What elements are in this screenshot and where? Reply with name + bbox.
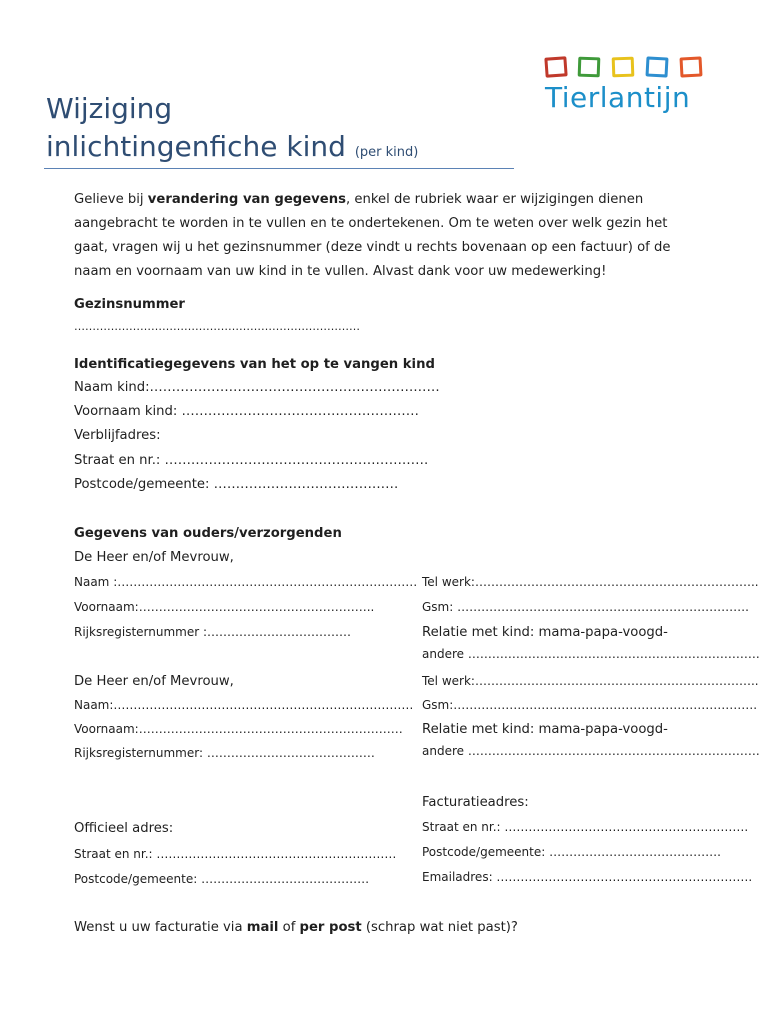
ouder1-rijksregister-field[interactable]: Rijksregisternummer :……………………………… (74, 625, 352, 639)
officieel-straat-field[interactable]: Straat en nr.: …………………………………………………… (74, 847, 397, 861)
title-divider (44, 168, 514, 169)
officieel-postcode-field[interactable]: Postcode/gemeente: …………………………………… (74, 872, 370, 886)
final-bold-post[interactable]: per post (299, 920, 362, 935)
facturatie-heading: Facturatieadres: (422, 795, 529, 810)
intro-text-1: Gelieve bij (74, 192, 148, 207)
ouders-heading: Gegevens van ouders/verzorgenden (74, 526, 342, 541)
logo-text: Tierlantijn (545, 81, 691, 114)
final-bold-mail[interactable]: mail (246, 920, 279, 935)
tierlantijn-logo (541, 53, 703, 125)
logo-square-orange (679, 56, 702, 77)
naam-kind-field[interactable]: Naam kind:………………………………………………………… (74, 380, 440, 395)
ouder2-aanhef: De Heer en/of Mevrouw, (74, 674, 234, 689)
logo-square-yellow (612, 57, 635, 78)
logo-square-green (578, 57, 601, 78)
officieel-heading: Officieel adres: (74, 821, 174, 836)
ouder2-voornaam-field[interactable]: Voornaam:………………………………………………………… (74, 722, 403, 736)
final-text-3: (schrap wat niet past)? (361, 920, 518, 935)
ouder1-voornaam-field[interactable]: Voornaam:………………………………………………….. (74, 600, 375, 614)
ouder1-naam-field[interactable]: Naam :………………………………………………………………… (74, 575, 418, 589)
gezinsnummer-field[interactable]: …………………………………………………………………… (74, 320, 360, 333)
ouder1-gsm-field[interactable]: Gsm: ………………………………………………………………. (422, 600, 749, 614)
kind-heading: Identificatiegegevens van het op te vangen kind (74, 357, 435, 372)
ouder1-aanhef: De Heer en/of Mevrouw, (74, 550, 234, 565)
intro-text-2: , enkel de rubriek waar er wijzigingen dienen aangebracht te worden in te vullen en te ondertekenen. Om te weten over welk gezin het gaat, vragen wij u het gezinsnummer (deze vindt u rechts bovenaan op een factuur) of de naam en voornaam van uw kind in te vullen. Alvast dank voor uw medewerking! (74, 192, 671, 279)
facturatie-straat-field[interactable]: Straat en nr.: ……………………………………………………. (422, 820, 749, 834)
ouder1-telwerk-field[interactable]: Tel werk:…………………………………………………………….. (422, 575, 759, 589)
final-text-2: of (278, 920, 300, 935)
final-text-1: Wenst u uw facturatie via (74, 920, 247, 935)
page-title-main: inlichtingenfiche kind (46, 130, 346, 163)
facturatie-email-field[interactable]: Emailadres: ………………………………………………………. (422, 870, 753, 884)
ouder2-gsm-field[interactable]: Gsm:…………………………………………………………………. (422, 698, 758, 712)
logo-square-red (544, 56, 567, 77)
ouder1-relatie-field[interactable]: andere ………………………………………………………………. (422, 647, 760, 661)
intro-bold: verandering van gegevens (147, 192, 346, 207)
intro-paragraph (74, 188, 704, 284)
kind-straat-field[interactable]: Straat en nr.: …………………………………………………… (74, 453, 429, 468)
gezinsnummer-heading: Gezinsnummer (74, 297, 185, 312)
kind-postcode-field[interactable]: Postcode/gemeente: …………………………………… (74, 477, 399, 492)
ouder2-naam-field[interactable]: Naam:………………………………………………………………… (74, 698, 414, 712)
page-title-line-1: Wijziging (46, 92, 173, 125)
logo-square-blue (645, 56, 668, 77)
ouder1-relatie-label: Relatie met kind: mama-papa-voogd- (422, 625, 668, 640)
ouder2-telwerk-field[interactable]: Tel werk:…………………………………………………………….. (422, 674, 759, 688)
facturatie-question (74, 920, 518, 935)
ouder2-relatie-field[interactable]: andere ………………………………………………………………. (422, 744, 760, 758)
ouder2-relatie-label: Relatie met kind: mama-papa-voogd- (422, 722, 668, 737)
page-title-note: (per kind) (354, 145, 419, 160)
voornaam-kind-field[interactable]: Voornaam kind: ……………………………………………… (74, 404, 419, 419)
ouder2-rijksregister-field[interactable]: Rijksregisternummer: …………………………………… (74, 746, 375, 760)
verblijfadres-label: Verblijfadres: (74, 428, 161, 443)
page-title-line-2 (46, 130, 418, 163)
facturatie-postcode-field[interactable]: Postcode/gemeente: ……………………………………. (422, 845, 721, 859)
